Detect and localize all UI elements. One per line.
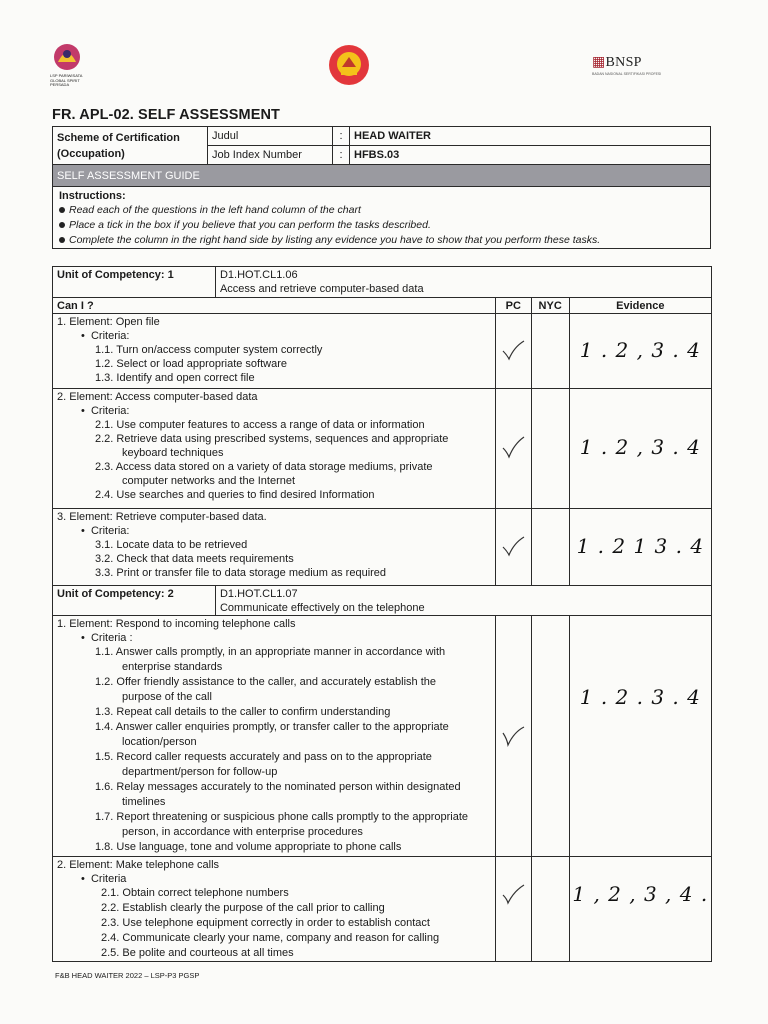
evidence-handwriting: 1 . 2 , 3 . 4 [579, 435, 701, 459]
element-cell [53, 857, 496, 962]
colon: : [333, 127, 350, 146]
element-cell [53, 616, 496, 857]
pc-cell[interactable] [495, 389, 531, 509]
element-cell [53, 389, 496, 509]
bnsp-logo-text: BNSP [605, 55, 642, 70]
unit-1-label: Unit of Competency: 1 [53, 267, 216, 298]
bnsp-mark-icon: ▦ [592, 55, 606, 70]
list-item: 2.5. Be polite and courteous at all times [101, 947, 294, 959]
list-item: 1.7. Report threatening or suspicious phone calls promptly to the appropriate [95, 811, 468, 823]
table-row [53, 509, 712, 586]
list-item: 1.5. Record caller requests accurately and pass on to the appropriate [95, 751, 432, 763]
table-row [53, 389, 712, 509]
list-item: 1.8. Use language, tone and volume appropriate to phone calls [95, 841, 402, 853]
scheme-label-line2: (Occupation) [57, 148, 125, 160]
tick-mark-icon [500, 535, 526, 557]
list-item: department/person for follow-up [122, 766, 278, 778]
instructions [53, 187, 711, 249]
pc-cell[interactable] [495, 314, 531, 389]
nyc-cell[interactable] [531, 314, 569, 389]
pc-cell[interactable] [495, 857, 531, 962]
criteria-text: Criteria: [90, 405, 130, 417]
list-item: enterprise standards [122, 661, 223, 673]
criteria-text: Criteria : [90, 632, 133, 644]
scheme-table [52, 126, 711, 249]
judul-label: Judul [208, 127, 333, 146]
element-title: 1. Element: Respond to incoming telephone calls [57, 618, 296, 630]
list-item: 3.3. Print or transfer file to data storage medium as required [95, 567, 387, 579]
table-row [53, 616, 712, 857]
scheme-label-line1: Scheme of Certification [57, 132, 180, 144]
tick-mark-icon [500, 723, 526, 747]
unit-1-row [53, 267, 712, 298]
instructions-title: Instructions: [59, 190, 126, 202]
list-item: 2.2. Establish clearly the purpose of the call prior to calling [101, 902, 385, 914]
list-item: timelines [122, 796, 166, 808]
list-item: 1.2. Select or load appropriate software [95, 358, 288, 370]
evidence-handwriting: 1 , 2 , 3 , 4 . [572, 882, 709, 906]
list-item: 3.2. Check that data meets requirements [95, 553, 294, 565]
nyc-cell[interactable] [531, 616, 569, 857]
asean-emblem-icon [329, 45, 369, 85]
self-assessment-guide-bar: SELF ASSESSMENT GUIDE [53, 165, 711, 187]
lsp-emblem-icon [50, 42, 84, 72]
asean-logo [329, 45, 369, 85]
bullet-icon [59, 222, 65, 228]
evidence-cell[interactable] [569, 616, 711, 857]
list-item: 2.4. Communicate clearly your name, company and reason for calling [101, 932, 440, 944]
list-item: 1.1. Answer calls promptly, in an appropriate manner in accordance with [95, 646, 446, 658]
criteria-label: • Criteria [81, 873, 127, 885]
criteria-label: • Criteria: [81, 405, 130, 417]
element-cell [53, 509, 496, 586]
job-index-value: HFBS.03 [350, 146, 711, 165]
tick-mark-icon [500, 883, 526, 905]
criteria-text: Criteria: [90, 330, 130, 342]
list-item: location/person [122, 736, 197, 748]
evidence-cell[interactable] [569, 389, 711, 509]
unit-2-name: Communicate effectively on the telephone [219, 602, 425, 614]
instruction-text: Place a tick in the box if you believe that you can perform the tasks described. [69, 219, 431, 231]
unit-2-details [215, 586, 711, 616]
judul-value: HEAD WAITER [350, 127, 711, 146]
nyc-header: NYC [531, 298, 569, 314]
job-index-label: Job Index Number [208, 146, 333, 165]
instruction-text: Complete the column in the right hand side by listing any evidence you have to show that you perform these tasks. [69, 234, 601, 246]
list-item: purpose of the call [122, 691, 212, 703]
instruction-text: Read each of the questions in the left hand column of the chart [69, 204, 361, 216]
unit-1-code: D1.HOT.CL1.06 [219, 269, 298, 281]
nyc-cell[interactable] [531, 389, 569, 509]
evidence-header: Evidence [569, 298, 711, 314]
list-item: 2.1. Obtain correct telephone numbers [101, 887, 289, 899]
nyc-cell[interactable] [531, 857, 569, 962]
table-row [53, 314, 712, 389]
list-item: 2.3. Access data stored on a variety of data storage mediums, private [95, 461, 433, 473]
list-item: 2.4. Use searches and queries to find desired Information [95, 489, 375, 501]
bullet-icon [59, 207, 65, 213]
element-title: 3. Element: Retrieve computer-based data. [57, 511, 267, 523]
element-cell [53, 314, 496, 389]
list-item: 2.1. Use computer features to access a range of data or information [95, 419, 425, 431]
evidence-cell[interactable] [569, 314, 711, 389]
unit-1-name: Access and retrieve computer-based data [219, 283, 424, 295]
list-item: 3.1. Locate data to be retrieved [95, 539, 248, 551]
table-row [53, 857, 712, 962]
column-header-row [53, 298, 712, 314]
criteria-label: • Criteria: [81, 525, 130, 537]
element-title: 1. Element: Open file [57, 316, 160, 328]
list-item: 2.3. Use telephone equipment correctly in order to establish contact [101, 917, 430, 929]
evidence-cell[interactable] [569, 857, 711, 962]
unit-2-label: Unit of Competency: 2 [53, 586, 216, 616]
bnsp-logo [592, 54, 661, 76]
unit-2-row [53, 586, 712, 616]
pc-header: PC [495, 298, 531, 314]
evidence-handwriting: 1 . 2 . 3 . 4 [579, 685, 701, 709]
list-item: 1.1. Turn on/access computer system correctly [95, 344, 323, 356]
element-title: 2. Element: Make telephone calls [57, 859, 220, 871]
list-item: 1.4. Answer caller enquiries promptly, or transfer caller to the appropriate [95, 721, 449, 733]
list-item: 1.6. Relay messages accurately to the nominated person within designated [95, 781, 461, 793]
page-footer: F&B HEAD WAITER 2022 – LSP-P3 PGSP [55, 971, 200, 980]
evidence-handwriting: 1 . 2 , 3 . 4 [579, 337, 701, 362]
pc-cell[interactable] [495, 616, 531, 857]
bullet-icon [59, 237, 65, 243]
bnsp-logo-subtext: BADAN NASIONAL SERTIFIKASI PROFESI [592, 72, 662, 76]
list-item: 2.2. Retrieve data using prescribed systems, sequences and appropriate [95, 433, 449, 445]
instruction-line [59, 233, 706, 248]
evidence-cell[interactable] [569, 509, 711, 586]
list-item: person, in accordance with enterprise procedures [122, 826, 363, 838]
tick-mark-icon [500, 339, 526, 361]
colon: : [333, 146, 350, 165]
instruction-line [59, 203, 706, 218]
list-item: 1.3. Repeat call details to the caller to confirm understanding [95, 706, 391, 718]
instruction-line [59, 218, 706, 233]
list-item: 1.2. Offer friendly assistance to the caller, and accurately establish the [95, 676, 436, 688]
scheme-label [53, 127, 208, 165]
nyc-cell[interactable] [531, 509, 569, 586]
assessment-table [52, 266, 712, 962]
pc-cell[interactable] [495, 509, 531, 586]
lsp-logo [50, 42, 92, 90]
criteria-label: • Criteria : [81, 632, 133, 644]
evidence-handwriting: 1 . 2 1 3 . 4 [576, 533, 705, 558]
criteria-text: Criteria [90, 873, 127, 885]
list-item: keyboard techniques [122, 447, 224, 459]
tick-mark-icon [500, 435, 526, 459]
document-title: FR. APL-02. SELF ASSESSMENT [52, 107, 281, 123]
element-title: 2. Element: Access computer-based data [57, 391, 258, 403]
unit-2-code: D1.HOT.CL1.07 [219, 588, 298, 600]
can-i-header: Can I ? [53, 298, 496, 314]
criteria-text: Criteria: [90, 525, 130, 537]
criteria-label: • Criteria: [81, 330, 130, 342]
lsp-logo-text: LSP PARIWISATA GLOBAL SPIRIT PERSADA [50, 73, 83, 87]
unit-1-details [215, 267, 711, 298]
list-item: 1.3. Identify and open correct file [95, 372, 255, 384]
list-item: computer networks and the Internet [122, 475, 296, 487]
